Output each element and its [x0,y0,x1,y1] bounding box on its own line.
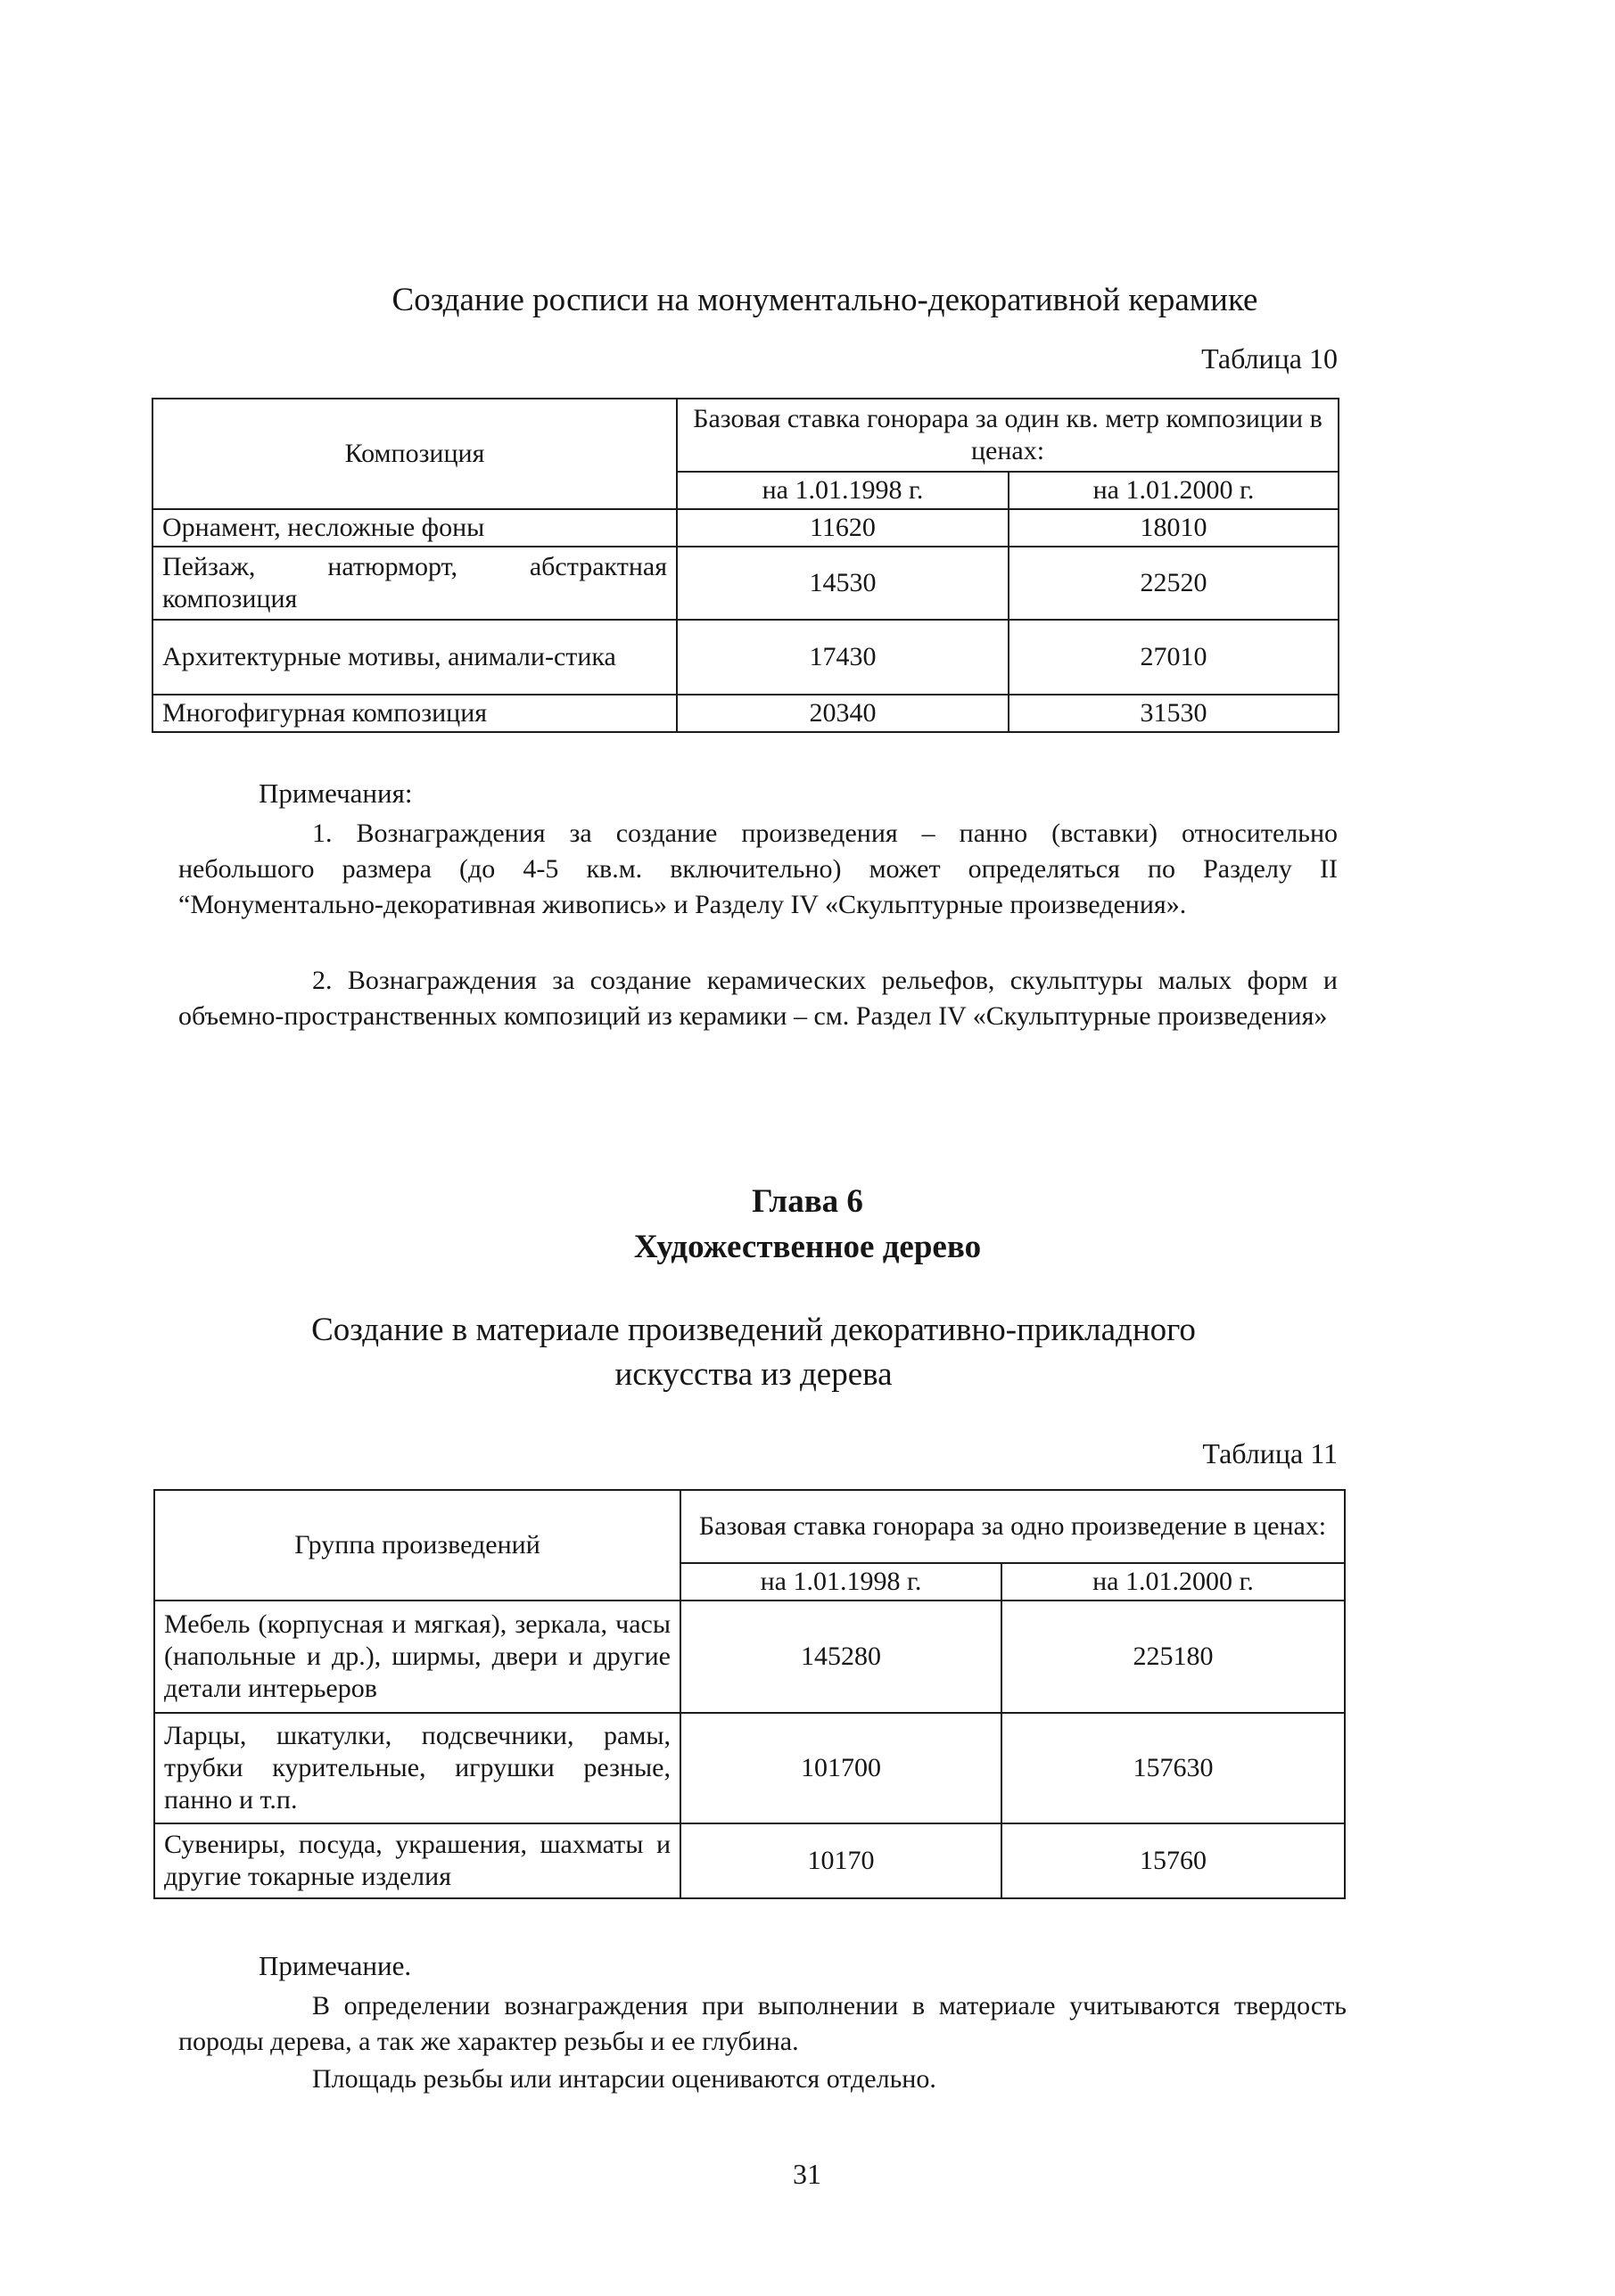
section-title-wood-line-1: Создание в материале произведений декоративно-прикладного [311,1312,1196,1348]
table-10-cell-1998: 14530 [677,547,1009,620]
table-10-cell-name: Пейзаж, натюрморт, абстрактная композиция [152,547,677,620]
table-row [152,509,1339,547]
table-row [154,1823,1345,1898]
note-line-1: В определении вознаграждения при выполнении в материале учитываются твердость породы дерева, а так же характер резьбы и ее глубина. [178,1991,1347,2056]
table-10-cell-1998: 20340 [677,695,1009,732]
table-10-cell-name: Многофигурная композиция [152,695,677,732]
table-caption-10: Таблица 10 [1201,342,1338,374]
table-11-header-base-rate: Базовая ставка гонорара за одно произведение в ценах: [680,1490,1345,1563]
table-11-cell-2000: 15760 [1001,1823,1345,1898]
table-10 [152,398,1339,733]
table-10-cell-2000: 18010 [1009,509,1339,547]
table-10-cell-1998: 11620 [677,509,1009,547]
note-paragraph-2: 2. Вознаграждения за создание керамических рельефов, скульптуры малых форм и объемно-пространственных композиций из керамики – см. Раздел IV «Скульптурные произведения» [178,966,1338,1031]
table-11-cell-name: Мебель (корпусная и мягкая), зеркала, часы (напольные и др.), ширмы, двери и другие детали интерьеров [154,1601,680,1713]
table-11-cell-1998: 101700 [680,1713,1001,1823]
table-11-cell-1998: 10170 [680,1823,1001,1898]
table-row [152,620,1339,695]
note-title: Примечание. [259,1950,412,1981]
table-11-cell-1998: 145280 [680,1601,1001,1713]
table-11-header-group: Группа произведений [154,1490,680,1601]
table-10-header-base-rate: Базовая ставка гонорара за один кв. метр композиции в ценах: [677,399,1339,472]
section-title-wood-line-2: искусства из дерева [614,1356,893,1393]
table-10-cell-2000: 22520 [1009,547,1339,620]
table-row [152,695,1339,732]
table-10-cell-2000: 27010 [1009,620,1339,695]
table-row [152,547,1339,620]
table-11-header-date-2000: на 1.01.2000 г. [1001,1563,1345,1601]
table-10-header-date-2000: на 1.01.2000 г. [1009,472,1339,509]
table-10-header-composition: Композиция [152,399,677,509]
page-number: 31 [793,2158,821,2190]
table-row [154,1713,1345,1823]
notes-title: Примечания: [259,778,413,809]
note-line-2: Площадь резьбы или интарсии оцениваются отдельно. [312,2064,936,2094]
table-10-cell-name: Архитектурные мотивы, анимали-стика [152,620,677,695]
table-11-cell-2000: 157630 [1001,1713,1345,1823]
note-paragraph-1: 1. Вознаграждения за создание произведения – панно (вставки) относительно небольшого размера (до 4-5 кв.м. включительно) может определяться по Разделу II “Монументально-декоративная живопись» и Разделу IV «Скульптурные произведения». [178,819,1338,919]
table-11 [153,1489,1346,1899]
table-10-header-date-1998: на 1.01.1998 г. [677,472,1009,509]
table-11-header-date-1998: на 1.01.1998 г. [680,1563,1001,1601]
table-10-cell-2000: 31530 [1009,695,1339,732]
chapter-title: Художественное дерево [633,1229,982,1265]
section-title-ceramics: Создание росписи на монументально-декоративной керамике [391,282,1258,318]
table-caption-11: Таблица 11 [1202,1437,1338,1469]
table-10-cell-1998: 17430 [677,620,1009,695]
table-row [154,1601,1345,1713]
table-11-cell-2000: 225180 [1001,1601,1345,1713]
table-11-cell-name: Ларцы, шкатулки, подсвечники, рамы, трубки курительные, игрушки резные, панно и т.п. [154,1713,680,1823]
chapter-number: Глава 6 [752,1183,863,1220]
table-10-cell-name: Орнамент, несложные фоны [152,509,677,547]
table-11-cell-name: Сувениры, посуда, украшения, шахматы и другие токарные изделия [154,1823,680,1898]
